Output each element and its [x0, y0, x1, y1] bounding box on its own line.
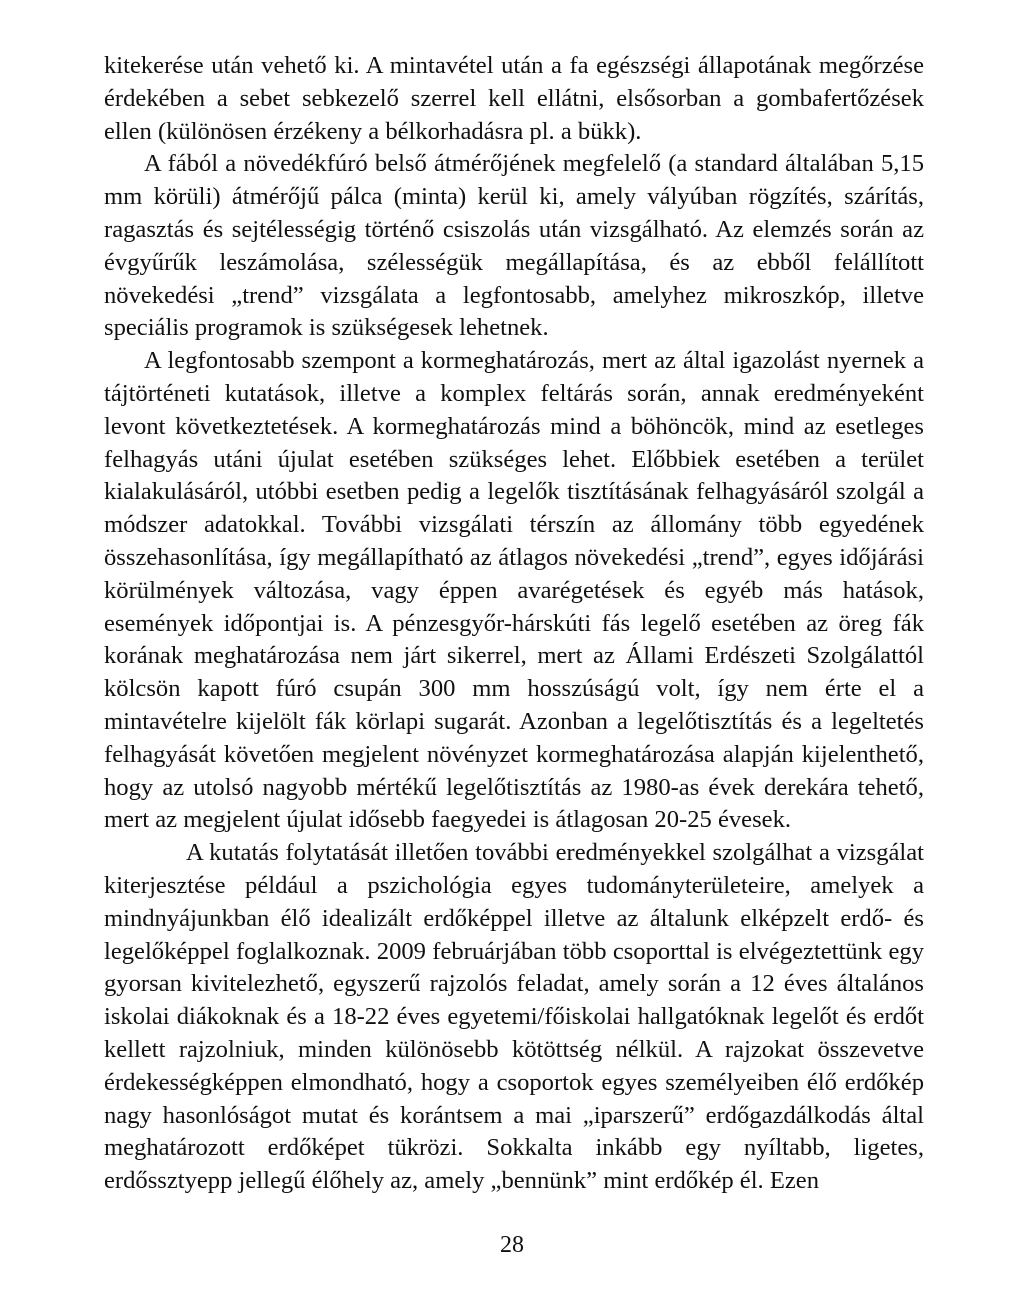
page-number: 28	[500, 1232, 524, 1258]
paragraph-4: A kutatás folytatását illetően további eredményekkel szolgálhat a vizsgálat kiterjesztése például a pszichológia egyes tudományterületeire, amelyek a mindnyájunkban élő idealizált erdőképpel illetve az általunk elképzelt erdő- és legelőképpel foglalkoznak. 2009 februárjában több csoporttal is elvégeztettünk egy gyorsan kivitelezhető, egyszerű rajzolós feladat, amely során a 12 éves általános iskolai diákoknak és a 18-22 éves egyetemi/főiskolai hallgatóknak legelőt és erdőt kellett rajzolniuk, minden különösebb kötöttség nélkül. A rajzokat összevetve érdekességképpen elmondható, hogy a csoportok egyes személyeiben élő erdőkép nagy hasonlóságot mutat és korántsem a mai „iparszerű” erdőgazdálkodás által meghatározott erdőképet tükrözi. Sokkalta inkább egy nyíltabb, ligetes, erdőssztyepp jellegű élőhely az, amely „bennünk” mint erdőkép él. Ezen	[104, 839, 924, 1195]
document-body	[104, 50, 924, 1198]
paragraph-2: A fából a növedékfúró belső átmérőjének megfelelő (a standard általában 5,15 mm körüli) átmérőjű pálca (minta) kerül ki, amely vályúban rögzítés, szárítás, ragasztás és sejtélességig történő csiszolás után vizsgálható. Az elemzés során az évgyűrűk leszámolása, szélességük megállapítása, és az ebből felállított növekedési „trend” vizsgálata a legfontosabb, amelyhez mikroszkóp, illetve speciális programok is szükségesek lehetnek.	[104, 150, 924, 342]
paragraph-3: A legfontosabb szempont a kormeghatározás, mert az által igazolást nyernek a tájtörténeti kutatások, illetve a komplex feltárás során, annak eredményeként levont következtetések. A kormeghatározás mind a böhöncök, mind az esetleges felhagyás utáni újulat esetében szükséges lehet. Előbbiek esetében a terület kialakulásáról, utóbbi esetben pedig a legelők tisztításának felhagyásáról szolgál a módszer adatokkal. További vizsgálati térszín az állomány több egyedének összehasonlítása, így megállapítható az átlagos növekedési „trend”, egyes időjárási körülmények változása, vagy éppen avarégetések és egyéb más hatások, események időpontjai is. A pénzesgyőr-hárskúti fás legelő esetében az öreg fák korának meghatározása nem járt sikerrel, mert az Állami Erdészeti Szolgálattól kölcsön kapott fúró csupán 300 mm hosszúságú volt, így nem érte el a mintavételre kijelölt fák körlapi sugarát. Azonban a legelőtisztítás és a legeltetés felhagyását követően megjelent növényzet kormeghatározása alapján kijelenthető, hogy az utolsó nagyobb mértékű legelőtisztítás az 1980-as évek derekára tehető, mert az megjelent újulat idősebb faegyedei is átlagosan 20-25 évesek.	[104, 347, 924, 834]
paragraph-1: kitekerése után vehető ki. A mintavétel után a fa egészségi állapotának megőrzése érdekében a sebet sebkezelő szerrel kell ellátni, elsősorban a gombafertőzések ellen (különösen érzékeny a bélkorhadásra pl. a bükk).	[104, 52, 924, 145]
